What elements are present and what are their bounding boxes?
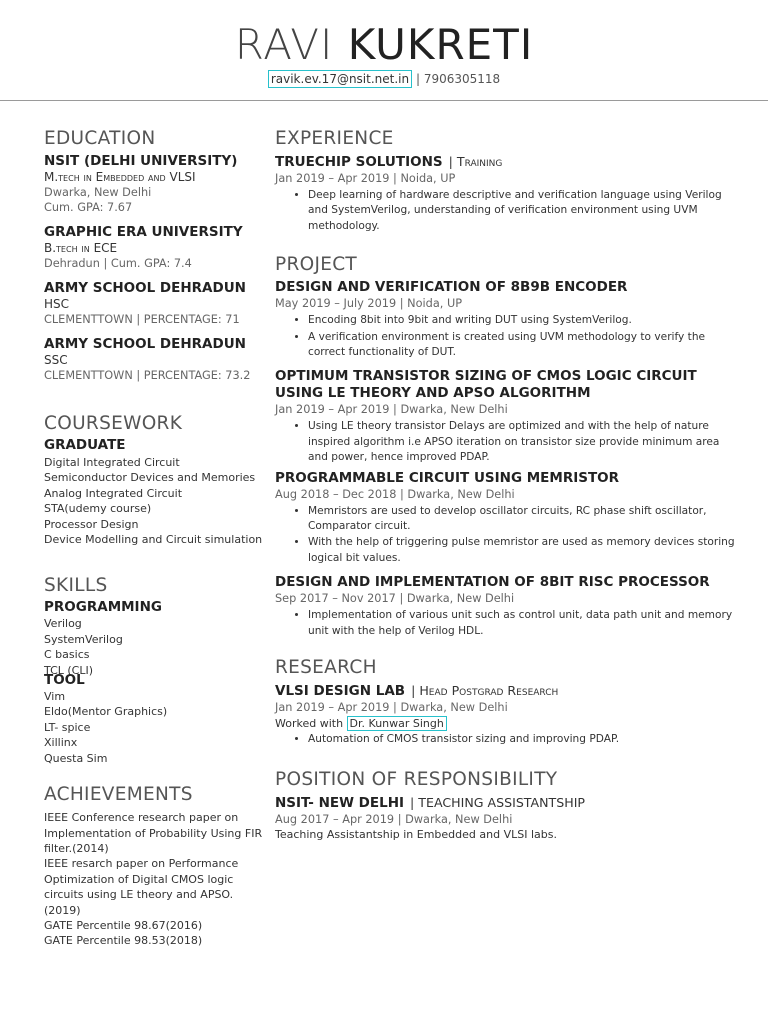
right-column (275, 128, 735, 842)
bullet-list (275, 504, 735, 567)
candidate-name (0, 22, 768, 68)
org-name: NSIT- NEW DELHI (275, 794, 405, 811)
research-title: RESEARCH (275, 657, 377, 679)
project-entry (275, 279, 735, 360)
school-name: ARMY SCHOOL DEHRADUN (44, 336, 246, 352)
bullet-list (275, 608, 735, 639)
org-name: VLSI DESIGN LAB (275, 683, 406, 700)
date-location: Jan 2019 – Apr 2019 | Noida, UP (275, 172, 456, 185)
list-item: Digital Integrated Circuit (44, 456, 180, 469)
coursework-subtitle: GRADUATE (44, 437, 126, 453)
role: | Head Postgrad Research (411, 683, 559, 699)
list-item: IEEE resarch paper on Performance Optimization of Digital CMOS logic circuits using LE theory and APSO.(2019) (44, 857, 239, 917)
list-item: Eldo(Mentor Graphics) (44, 705, 168, 719)
list-item: Questa Sim (44, 751, 108, 765)
list-item: TCL (CLI) (44, 663, 94, 677)
bullet-item: • Implementation of various unit such as control unit, data path unit and memory unit with the help of Verilog HDL. (308, 608, 735, 639)
contact-separator: | (415, 72, 420, 86)
skill-list (44, 616, 266, 678)
list-item: SystemVerilog (44, 632, 123, 646)
achievements-title: ACHIEVEMENTS (44, 784, 193, 806)
list-item: GATE Percentile 98.67(2016) (44, 918, 203, 932)
experience-entry (275, 153, 735, 234)
responsibility-text: Teaching Assistantship in Embedded and VLSI labs. (275, 827, 557, 841)
org-name: TRUECHIP SOLUTIONS (275, 154, 443, 170)
education-detail: Cum. GPA: 7.67 (44, 201, 133, 214)
education-entry (44, 336, 266, 383)
list-item: GATE Percentile 98.53(2018) (44, 934, 203, 948)
list-item: Xillinx (44, 736, 78, 750)
responsibility-entry (275, 794, 735, 842)
skills-title: SKILLS (44, 575, 108, 597)
bullet-item: • Deep learning of hardware descriptive and verification language using Verilog and SystemVerilog, understanding of verification environment using UVM methodology. (308, 188, 735, 234)
bullet-item: • Automation of CMOS transistor sizing and improving PDAP. (308, 732, 735, 747)
date-location: May 2019 – July 2019 | Noida, UP (275, 297, 463, 311)
education-detail: Dehradun | Cum. GPA: 7.4 (44, 257, 192, 270)
school-name: NSIT (DELHI UNIVERSITY) (44, 153, 238, 169)
worked-with-line (275, 716, 735, 731)
experience-title: EXPERIENCE (275, 128, 394, 149)
left-column (44, 128, 266, 949)
list-item: Analog Integrated Circuit (44, 486, 183, 500)
education-detail: CLEMENTTOWN | PERCENTAGE: 73.2 (44, 369, 251, 382)
bullet-item: • Using LE theory transistor Delays are optimized and with the help of nature inspired algorithm i.e APSO iteration on transistor size provide minimum area and power, hence improved PDAP. (308, 419, 735, 465)
project-title: PROJECT (275, 254, 358, 276)
role: | TEACHING ASSISTANTSHIP (410, 794, 586, 810)
degree: B.tech in ECE (44, 241, 118, 255)
email-link[interactable]: ravik.ev.17@nsit.net.in (268, 70, 412, 88)
project-name: DESIGN AND VERIFICATION OF 8B9B ENCODER (275, 279, 628, 296)
bullet-list (275, 732, 735, 747)
project-entry (275, 470, 735, 567)
degree: HSC (44, 297, 70, 311)
education-entry (44, 280, 266, 327)
responsibility-title: POSITION OF RESPONSIBILITY (275, 768, 558, 790)
research-entry (275, 682, 735, 747)
research-org (275, 682, 735, 700)
project-name: PROGRAMMABLE CIRCUIT USING MEMRISTOR (275, 469, 620, 486)
bullet-item: • Encoding 8bit into 9bit and writing DUT using SystemVerilog. (308, 313, 735, 328)
contact-line (0, 72, 768, 86)
education-entry (44, 224, 266, 271)
header-divider (0, 100, 768, 101)
bullet-list (275, 188, 735, 234)
project-entry (275, 574, 735, 639)
list-item: Verilog (44, 617, 82, 631)
role: | Training (448, 154, 503, 169)
list-item: Device Modelling and Circuit simulation (44, 533, 263, 547)
coursework-list (44, 455, 266, 547)
professor-link[interactable]: Dr. Kunwar Singh (347, 716, 447, 731)
bullet-item: • Memristors are used to develop oscillator circuits, RC phase shift oscillator, Comparator circuit. (308, 504, 735, 535)
school-name: GRAPHIC ERA UNIVERSITY (44, 224, 243, 240)
first-name: RAVI (234, 20, 334, 69)
education-entry (44, 153, 266, 215)
phone-number: 7906305118 (423, 72, 501, 86)
project-name: OPTIMUM TRANSISTOR SIZING OF CMOS LOGIC CIRCUIT USING LE THEORY AND APSO ALGORITHM (275, 368, 697, 402)
last-name: KUKRETI (347, 20, 534, 69)
list-item: C basics (44, 648, 90, 662)
list-item: Semiconductor Devices and Memories (44, 471, 256, 485)
school-name: ARMY SCHOOL DEHRADUN (44, 280, 246, 296)
bullet-item: • With the help of triggering pulse memristor are used as memory devices storing logical bit values. (308, 535, 735, 566)
education-detail: Dwarka, New Delhi (44, 186, 152, 199)
experience-org (275, 153, 735, 171)
worked-with-label: Worked with (275, 717, 344, 731)
date-location: Jan 2019 – Apr 2019 | Dwarka, New Delhi (275, 701, 508, 715)
list-item: Vim (44, 690, 66, 704)
education-detail: CLEMENTTOWN | PERCENTAGE: 71 (44, 313, 240, 326)
date-location: Jan 2019 – Apr 2019 | Dwarka, New Delhi (275, 403, 508, 417)
achievements-list (44, 810, 266, 949)
coursework-title: COURSEWORK (44, 413, 183, 434)
degree: M.tech in Embedded and VLSI (44, 170, 196, 184)
list-item: Processor Design (44, 517, 139, 531)
list-item: LT- spice (44, 720, 91, 734)
list-item: IEEE Conference research paper on Implementation of Probability Using FIR filter.(2014) (44, 811, 263, 855)
bullet-item: • A verification environment is created using UVM methodology to verify the correct functionality of DUT. (308, 330, 735, 361)
degree: SSC (44, 353, 68, 367)
date-location: Sep 2017 – Nov 2017 | Dwarka, New Delhi (275, 592, 515, 606)
skill-group-name: PROGRAMMING (44, 599, 162, 616)
responsibility-org (275, 794, 735, 812)
skill-list (44, 689, 266, 766)
project-entry (275, 368, 735, 465)
education-title: EDUCATION (44, 128, 156, 149)
list-item: STA(udemy course) (44, 502, 152, 516)
project-name: DESIGN AND IMPLEMENTATION OF 8BIT RISC PROCESSOR (275, 574, 710, 591)
bullet-list (275, 419, 735, 465)
date-location: Aug 2018 – Dec 2018 | Dwarka, New Delhi (275, 487, 515, 501)
bullet-list (275, 313, 735, 360)
date-location: Aug 2017 – Apr 2019 | Dwarka, New Delhi (275, 812, 513, 826)
skill-group-name: TOOL (44, 672, 85, 689)
